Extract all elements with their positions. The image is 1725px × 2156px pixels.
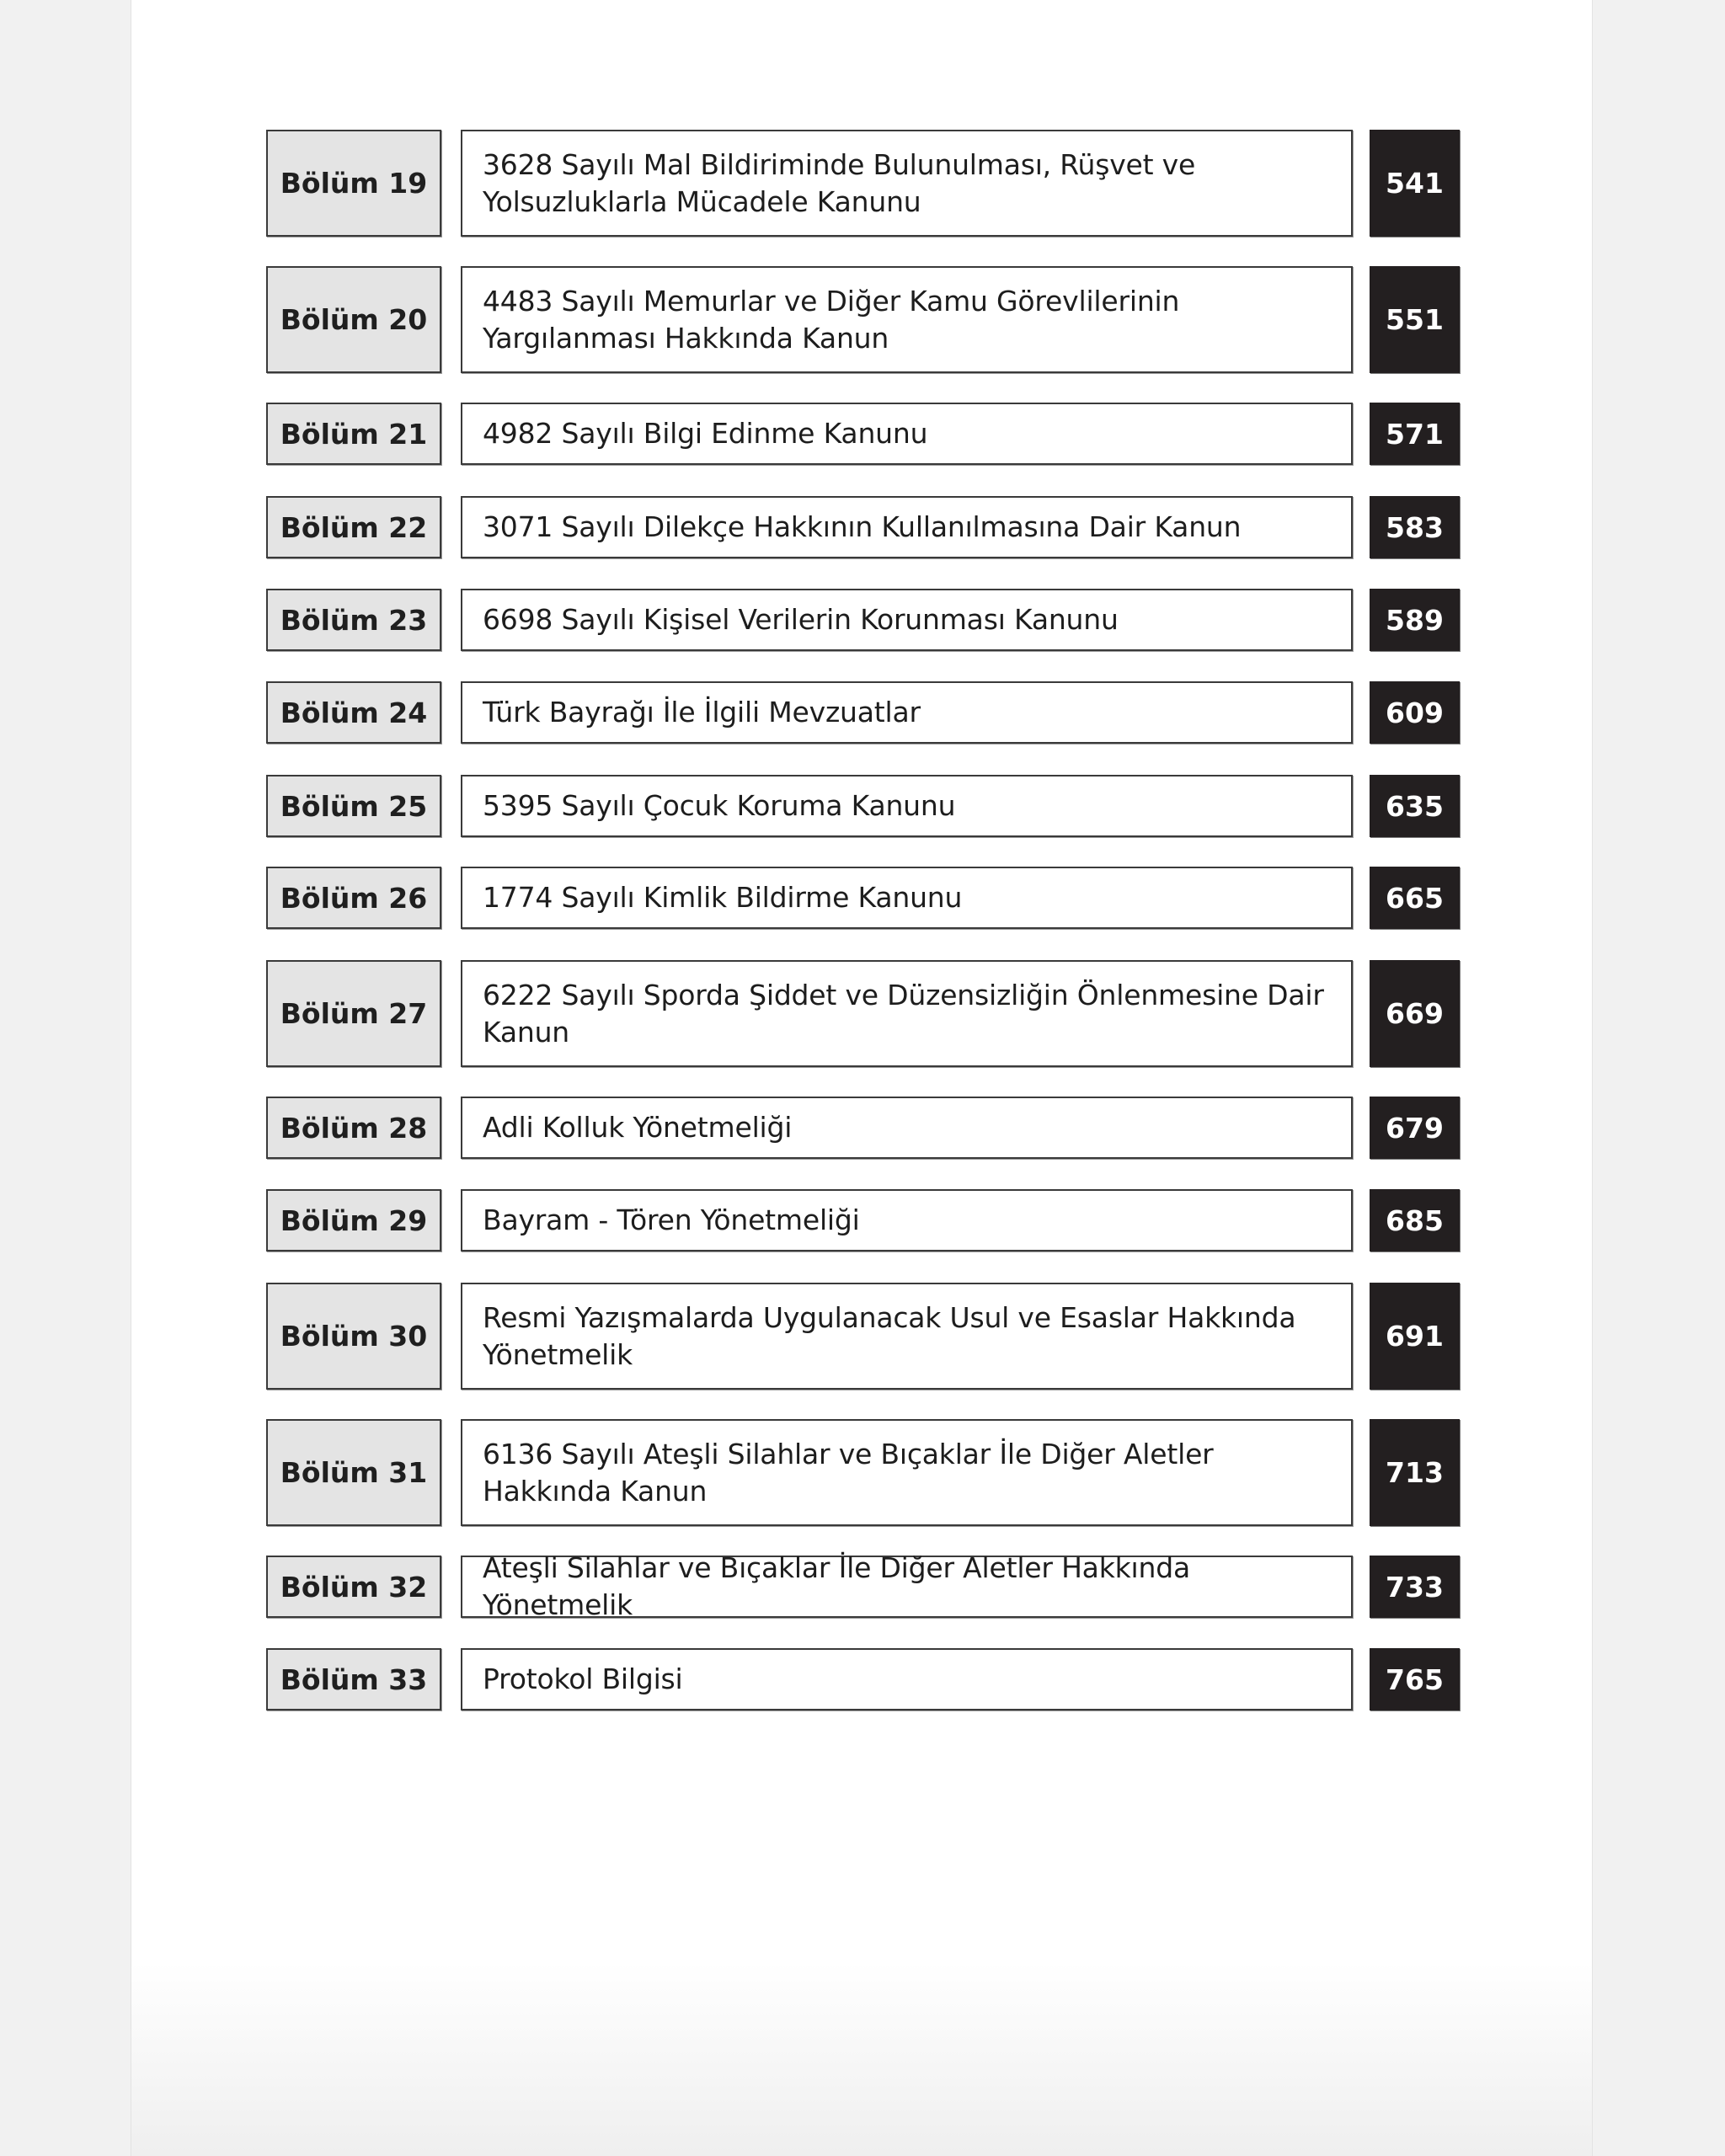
toc-entry-31[interactable] — [131, 1419, 1592, 1526]
toc-entry-23[interactable] — [131, 589, 1592, 651]
page-number: 665 — [1370, 867, 1460, 929]
chapter-title-box — [461, 403, 1353, 465]
chapter-label: Bölüm 27 — [266, 960, 441, 1067]
page-number: 685 — [1370, 1189, 1460, 1251]
page-number: 589 — [1370, 589, 1460, 651]
chapter-title: 1774 Sayılı Kimlik Bildirme Kanunu — [483, 881, 963, 914]
chapter-title: Protokol Bilgisi — [483, 1662, 683, 1695]
page-number: 571 — [1370, 403, 1460, 465]
chapter-title-box — [461, 1551, 1353, 1621]
toc-entry-27[interactable] — [131, 960, 1592, 1067]
chapter-title: Adli Kolluk Yönetmeliği — [483, 1111, 793, 1144]
page-number: 609 — [1370, 681, 1460, 744]
chapter-label: Bölüm 25 — [266, 775, 441, 837]
chapter-label: Bölüm 32 — [266, 1556, 441, 1618]
chapter-title-box — [461, 130, 1353, 237]
page-number: 691 — [1370, 1283, 1460, 1390]
toc-entry-19[interactable] — [131, 130, 1592, 237]
chapter-title-box — [461, 960, 1353, 1067]
chapter-title-box — [461, 1097, 1353, 1159]
chapter-label: Bölüm 33 — [266, 1648, 441, 1710]
chapter-title: 4483 Sayılı Memurlar ve Diğer Kamu Görevlilerinin Yargılanması Hakkında Kanun — [483, 284, 1180, 355]
table-of-contents — [131, 0, 1592, 2156]
toc-entry-33[interactable] — [131, 1648, 1592, 1710]
toc-entry-26[interactable] — [131, 867, 1592, 929]
chapter-label: Bölüm 20 — [266, 266, 441, 373]
chapter-title-box — [461, 1648, 1353, 1710]
chapter-label: Bölüm 31 — [266, 1419, 441, 1526]
toc-entry-20[interactable] — [131, 266, 1592, 373]
chapter-title: 6136 Sayılı Ateşli Silahlar ve Bıçaklar İle Diğer Aletler Hakkında Kanun — [483, 1437, 1214, 1508]
chapter-label: Bölüm 28 — [266, 1097, 441, 1159]
chapter-label: Bölüm 21 — [266, 403, 441, 465]
chapter-title: 5395 Sayılı Çocuk Koruma Kanunu — [483, 789, 956, 822]
page-number: 679 — [1370, 1097, 1460, 1159]
chapter-title-box — [461, 266, 1353, 373]
toc-entry-28[interactable] — [131, 1097, 1592, 1159]
page-number: 713 — [1370, 1419, 1460, 1526]
toc-entry-30[interactable] — [131, 1283, 1592, 1390]
toc-entry-29[interactable] — [131, 1189, 1592, 1251]
chapter-title-box — [461, 496, 1353, 558]
chapter-label: Bölüm 29 — [266, 1189, 441, 1251]
chapter-label: Bölüm 24 — [266, 681, 441, 744]
toc-entry-25[interactable] — [131, 775, 1592, 837]
chapter-title: 6222 Sayılı Sporda Şiddet ve Düzensizliğin Önlenmesine Dair Kanun — [483, 978, 1324, 1049]
chapter-title-box — [461, 1283, 1353, 1390]
chapter-title: 3071 Sayılı Dilekçe Hakkının Kullanılmasına Dair Kanun — [483, 510, 1242, 543]
chapter-title: Türk Bayrağı İle İlgili Mevzuatlar — [483, 696, 921, 728]
book-page — [131, 0, 1593, 2156]
chapter-title-box — [461, 775, 1353, 837]
chapter-title-box — [461, 867, 1353, 929]
chapter-label: Bölüm 23 — [266, 589, 441, 651]
page-number: 551 — [1370, 266, 1460, 373]
page-number: 669 — [1370, 960, 1460, 1067]
chapter-label: Bölüm 19 — [266, 130, 441, 237]
chapter-title: Ateşli Silahlar ve Bıçaklar İle Diğer Aletler Hakkında Yönetmelik — [483, 1551, 1190, 1621]
toc-entry-21[interactable] — [131, 403, 1592, 465]
toc-entry-24[interactable] — [131, 681, 1592, 744]
chapter-title: 6698 Sayılı Kişisel Verilerin Korunması Kanunu — [483, 603, 1119, 636]
page-number: 765 — [1370, 1648, 1460, 1710]
toc-entry-22[interactable] — [131, 496, 1592, 558]
page-number: 635 — [1370, 775, 1460, 837]
chapter-title-box — [461, 1189, 1353, 1251]
page-number: 583 — [1370, 496, 1460, 558]
page-number: 733 — [1370, 1556, 1460, 1618]
chapter-title-box — [461, 589, 1353, 651]
chapter-label: Bölüm 30 — [266, 1283, 441, 1390]
chapter-title: 3628 Sayılı Mal Bildiriminde Bulunulması, Rüşvet ve Yolsuzluklarla Mücadele Kanunu — [483, 147, 1196, 218]
chapter-title-box — [461, 681, 1353, 744]
chapter-label: Bölüm 26 — [266, 867, 441, 929]
toc-entry-32[interactable] — [131, 1551, 1592, 1621]
chapter-title: 4982 Sayılı Bilgi Edinme Kanunu — [483, 417, 928, 450]
page-number: 541 — [1370, 130, 1460, 237]
chapter-title-box — [461, 1419, 1353, 1526]
chapter-label: Bölüm 22 — [266, 496, 441, 558]
chapter-title: Bayram - Tören Yönetmeliği — [483, 1203, 860, 1236]
chapter-title: Resmi Yazışmalarda Uygulanacak Usul ve Esaslar Hakkında Yönetmelik — [483, 1300, 1296, 1371]
